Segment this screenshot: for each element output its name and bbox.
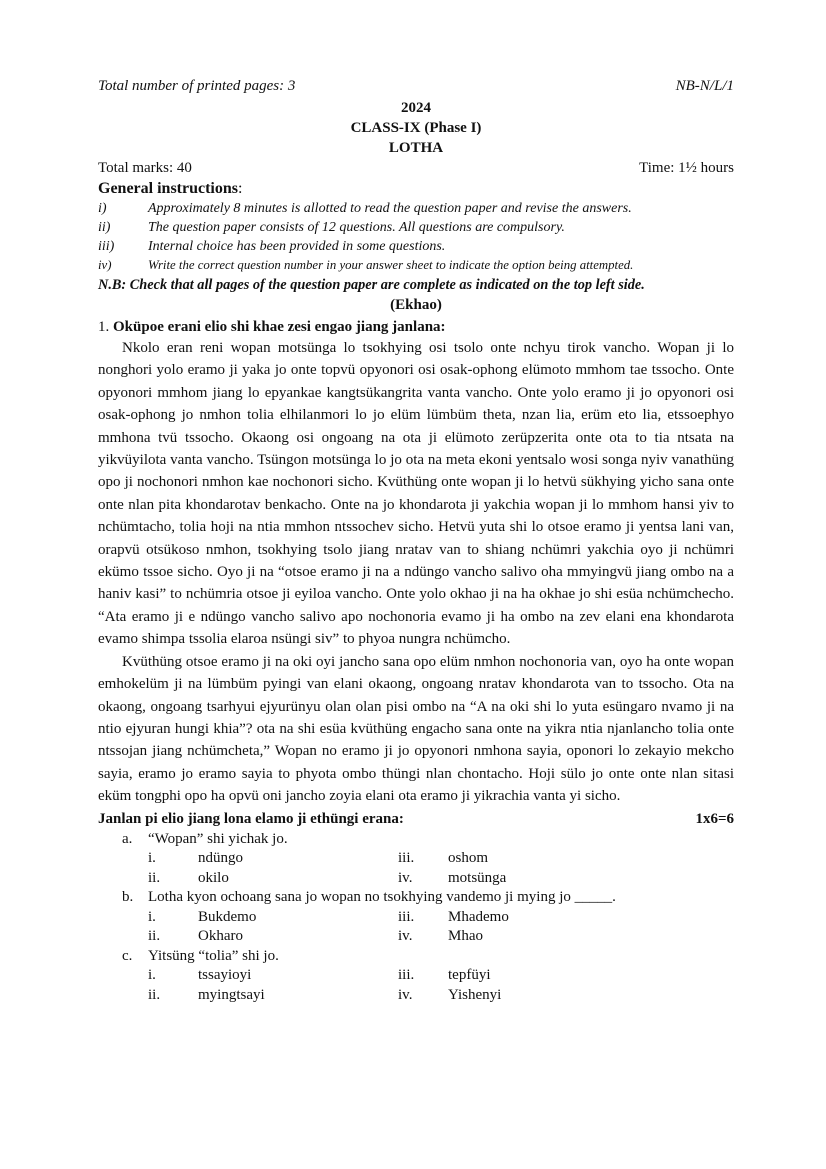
subquestion-stem: Yitsüng “tolia” shi jo. (148, 947, 279, 964)
question-1-heading (98, 317, 734, 337)
option-text: okilo (198, 869, 229, 886)
option-text: oshom (448, 850, 489, 867)
option-number: iv. (398, 928, 413, 945)
option-grid (98, 849, 734, 888)
option-number: iv. (398, 986, 413, 1003)
option-text: ndüngo (198, 850, 243, 867)
instruction-item (98, 199, 734, 218)
instruction-item (98, 218, 734, 237)
option-number: ii. (148, 986, 161, 1003)
option-number: i. (148, 908, 156, 925)
paper-code: NB-N/L/1 (675, 78, 734, 94)
marks-time-row (98, 158, 734, 178)
option-text: Okharo (198, 928, 243, 945)
subquestion-letter: c. (122, 947, 133, 964)
option-number: i. (148, 850, 156, 867)
instruction-number: iv) (98, 258, 112, 272)
subquestion-stem: Lotha kyon ochoang sana jo wopan no tsokhying vandemo ji mying jo _____. (148, 889, 616, 906)
questions-instruction: Janlan pi elio jiang lona elamo ji ethüngi erana: (98, 810, 404, 827)
instruction-text: The question paper consists of 12 questions. All questions are compulsory. (148, 220, 565, 235)
option-number: iii. (398, 850, 415, 867)
option-number: i. (148, 967, 156, 984)
passage-paragraph-1: Nkolo eran reni wopan motsünga lo tsokhying osi tsolo onte nchyu tirok vancho. Wopan ji lo nonghori yolo eramo ji yaka jo onte topvü opyonori osi osak-ophong elümoto mmhom tae tssocho. Onte opyonori mmhom jiang lo epyankae kangtsükangrita vanta vancho. Onte yolo eramo ji jo opyonori osi osak-ophong jo nmhon tolia elhilanmori lo jo elüm lümbüm theta, nzan lia, erüm eto lia, etssoephyo mmhona tvü tssocho. Okaong osi ongoang na ota ji elümoto zerüpzerita onte ota to tia ntsata na yikvüyilota vanta vancho. Tsüngon motsünga lo jo ota na meta ekoni yentsalo wosi songa nyiv vanathüng opo ji nochonori nmhon kae nochonori sicho. Kvüthüng onte wopan ji lo hetvü sükhying yicho sana onte onte nlan pita khondarotav benkacho. Onte na jo khondarota ji yakchia wopan ji lo mmhom hansi yiv to nchümtacho, tolia hoji na ntia mmhon ntssochev sicho. Hetvü yuta shi lo otsoe eramo ji yentsa lani van, orapvü otsükoso nmhon, tsokhying tsolo jiang nratav van to shiang nchümri yakchia oyo ji nchümri ekümo tssoe sicho. Oyo ji na “otsoe eramo ji na a ndüngo vancho salivo oha mmyingvü jiang ombo na a haniv kasi” to nchümria otsoe ji eyiloa vancho. Onte yolo okhao ji na ha okhae jo shi esüa nchümchecho. “Ata eramo ji e ndüngo vancho salivo apo nochonoria evamo ji ha ombo na zev elani ena khondarota evamo shimpa tssolia elaroa nsüngi siv” to phyoa nungra nchümcho. (98, 340, 734, 648)
question-number: 1. (98, 319, 110, 335)
questions-instruction-row (98, 808, 734, 830)
instruction-item (98, 237, 734, 256)
passage-paragraph-2: Kvüthüng otsoe eramo ji na oki oyi jancho sana opo elüm nmhon nochonoria van, oyo ha onte wopan emhokelüm ji na lümbüm pyingi van elani okaong, ongoang nratav khondarota van to tssocho. Ota na okaong, ongoang tsarhyui ejyurünyu olan olan pisi ombo na “A na oki shi lo yuta esüngaro nvamo ji na ntio ejyuran hungi khia”? ota na shi esüa kvüthüng engacho sana onte na yikra ntia njanlancho tolia onte ntssojan jiang nchümcheta,” Wopan no eramo ji jo opyonori nmhona sayia, oponori lo zekayio mekcho sayia, eramo jo eramo sayia to phyota ombo thüngi nlan chontacho. Hoji sülo jo onte onte nlan sitasi eküm tongphi opo ha opvü oni jancho zoyia elani ota eramo ji yikrachia vanta yi sicho. (98, 653, 734, 805)
subquestion-c (98, 947, 734, 1006)
instruction-item (98, 256, 734, 275)
question-marks: 1x6=6 (695, 810, 734, 827)
instruction-number: i) (98, 201, 107, 216)
option-text: Mhao (448, 928, 483, 945)
instruction-number: iii) (98, 239, 115, 254)
option-number: iii. (398, 967, 415, 984)
option-grid (98, 966, 734, 1005)
exam-year: 2024 (401, 100, 431, 116)
general-instructions-title: General instructions (98, 180, 238, 197)
option-number: iii. (398, 908, 415, 925)
option-number: iv. (398, 869, 413, 886)
instruction-text: Internal choice has been provided in some questions. (148, 239, 446, 254)
subquestion-letter: b. (122, 889, 134, 906)
subquestion-letter: a. (122, 830, 133, 847)
option-number: ii. (148, 869, 161, 886)
subquestion-stem: “Wopan” shi yichak jo. (148, 830, 288, 847)
subquestion-a (98, 830, 734, 889)
option-text: motsünga (448, 869, 507, 886)
nb-note: N.B: Check that all pages of the question paper are complete as indicated on the top left side. (98, 277, 645, 293)
option-text: myingtsayi (198, 986, 265, 1003)
instruction-text: Write the correct question number in your answer sheet to indicate the option being attempted. (148, 258, 634, 272)
question-title: Oküpoe erani elio shi khae zesi engao jiang janlana: (113, 319, 446, 335)
exam-class: CLASS-IX (Phase I) (350, 120, 482, 136)
printed-pages-note: Total number of printed pages: 3 (98, 78, 296, 94)
total-marks: Total marks: 40 (98, 160, 192, 176)
instruction-text: Approximately 8 minutes is allotted to read the question paper and revise the answers. (148, 201, 632, 216)
option-text: tssayioyi (198, 967, 252, 984)
exam-subject: LOTHA (388, 140, 444, 156)
option-number: ii. (148, 928, 161, 945)
general-instructions-heading: General instructions: (98, 180, 243, 197)
option-text: Bukdemo (198, 908, 257, 925)
page-header (98, 78, 734, 98)
option-text: Mhademo (448, 908, 509, 925)
section-heading: (Ekhao) (390, 297, 442, 313)
exam-time: Time: 1½ hours (639, 160, 734, 176)
subquestion-b (98, 888, 734, 947)
option-text: Yishenyi (448, 986, 502, 1003)
instruction-number: ii) (98, 220, 111, 235)
question-paper (98, 78, 734, 1005)
option-text: tepfüyi (448, 967, 491, 984)
option-grid (98, 908, 734, 947)
